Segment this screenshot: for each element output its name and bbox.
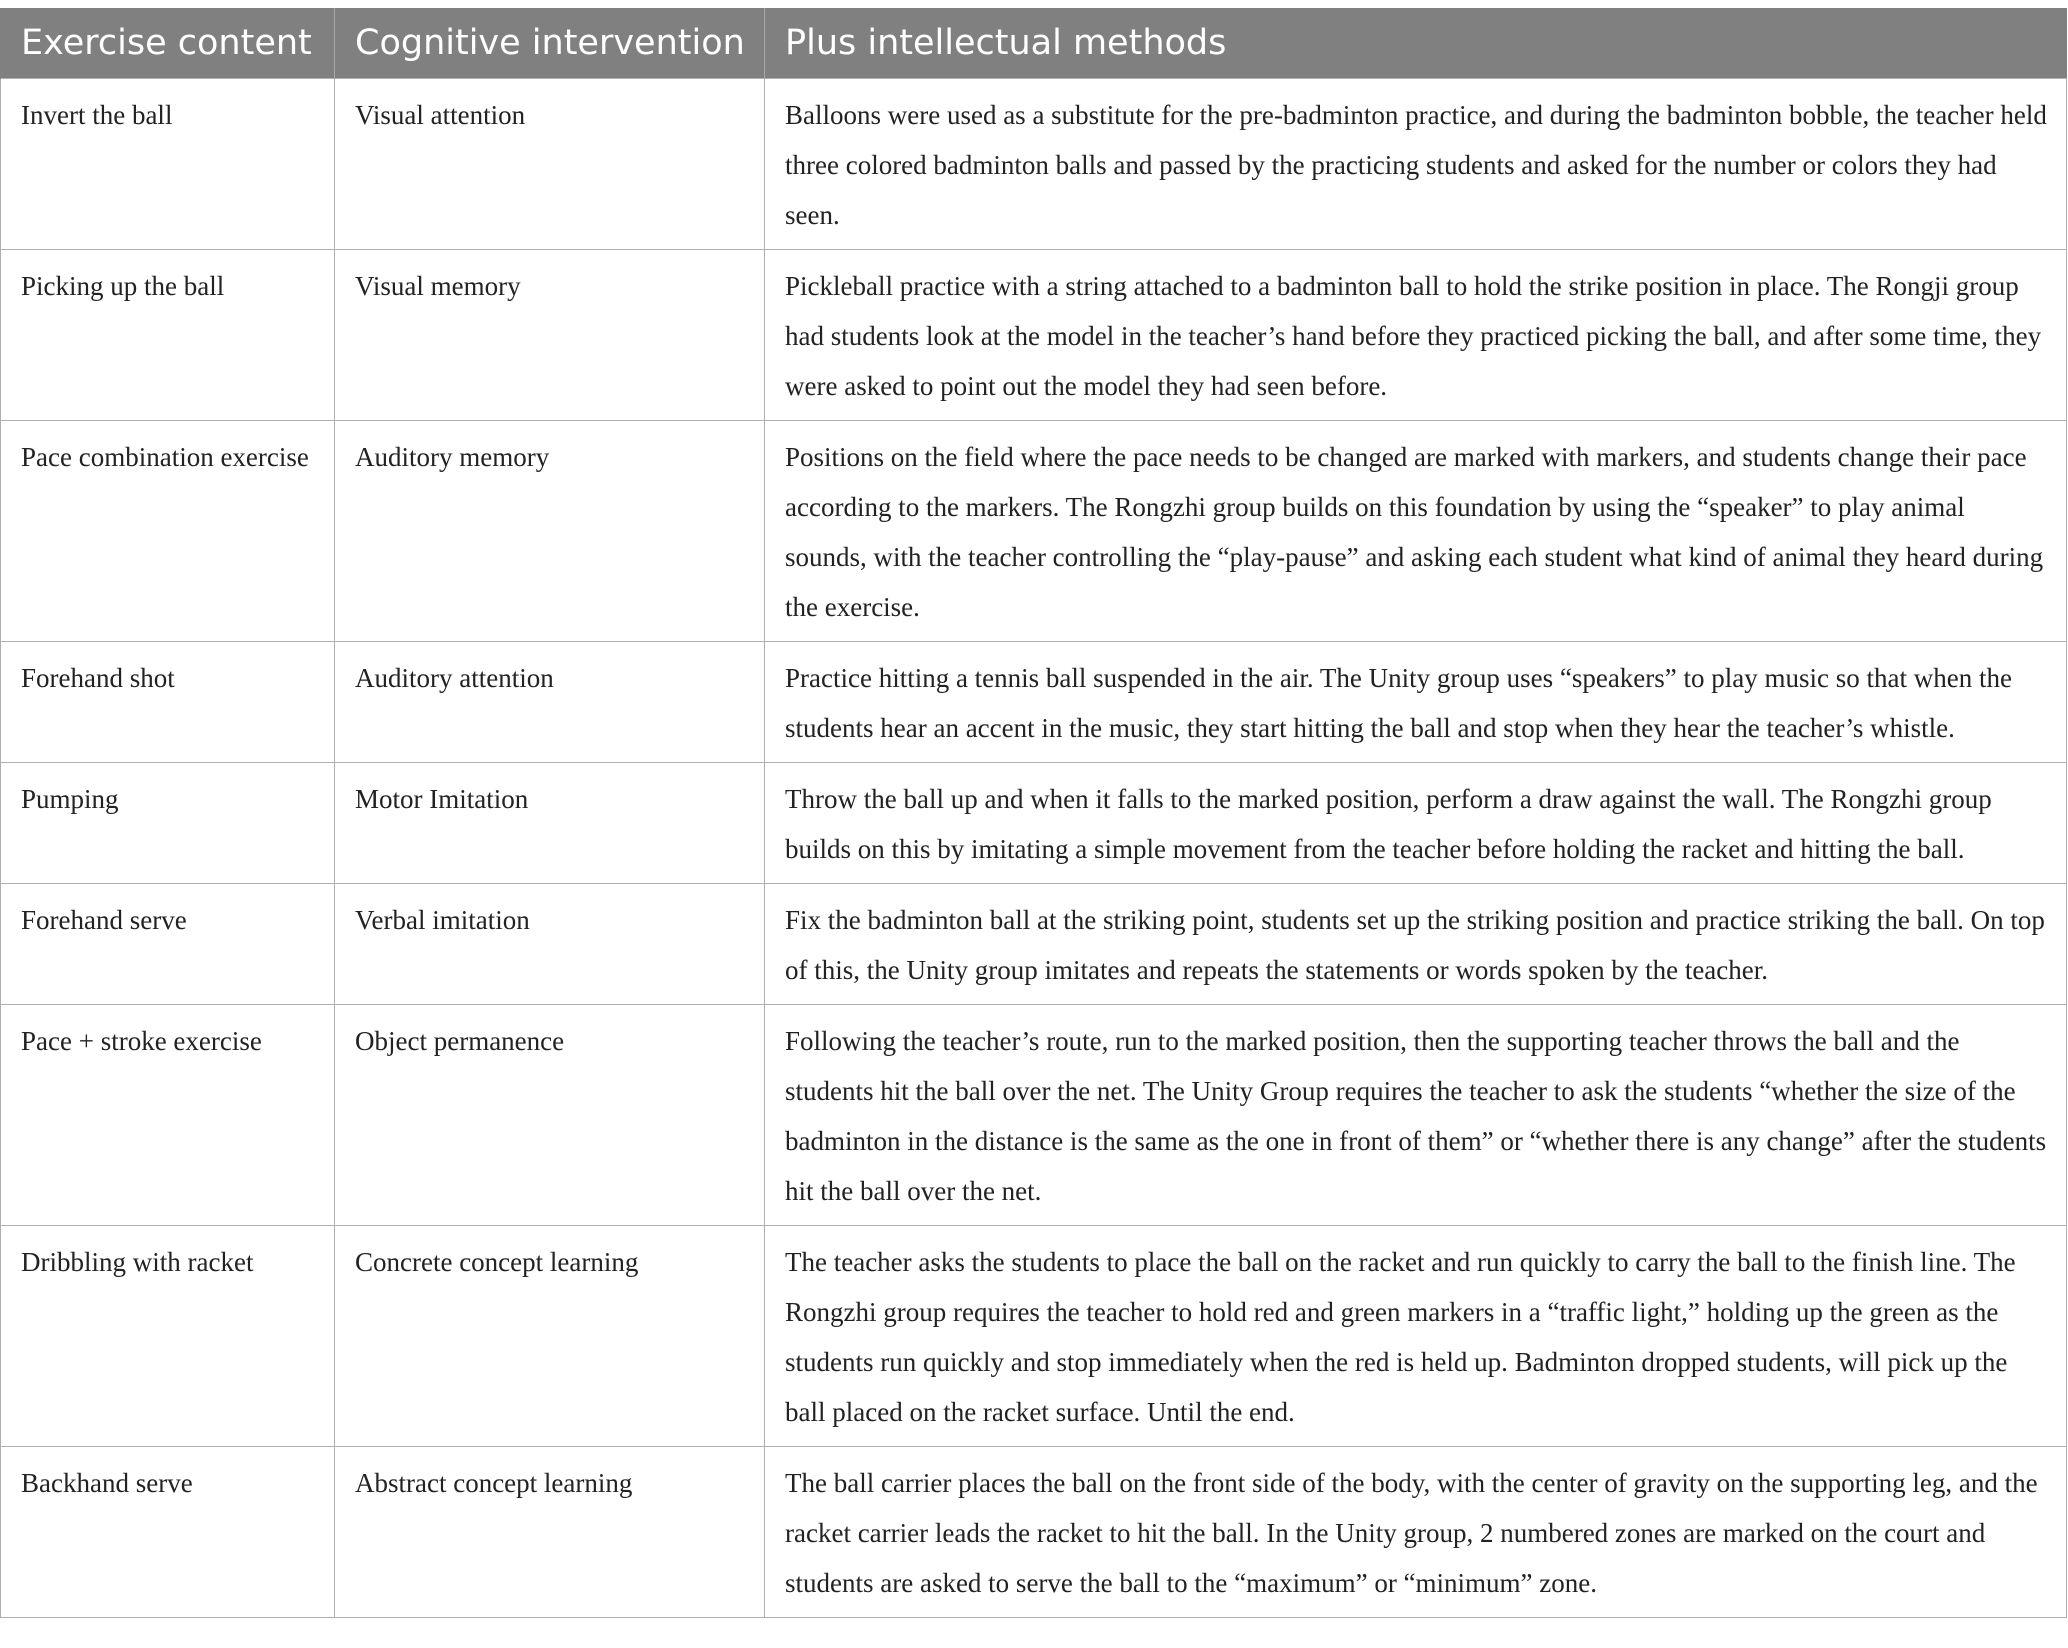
header-cognitive-intervention: Cognitive intervention: [335, 8, 765, 78]
cell-exercise: Dribbling with racket: [1, 1225, 335, 1446]
header-exercise-content: Exercise content: [1, 8, 335, 78]
cell-method: Following the teacher’s route, run to the marked position, then the supporting teacher throws the ball and the students hit the ball over the net. The Unity Group requires the teacher to ask the students “whether the size of the badminton in the distance is the same as the one in front of them” or “whether there is any change” after the students hit the ball over the net.: [765, 1004, 2067, 1225]
table-row: [1, 641, 2067, 762]
table-row: [1, 249, 2067, 420]
cell-intervention: Motor Imitation: [335, 762, 765, 883]
cell-method: The ball carrier places the ball on the front side of the body, with the center of gravity on the supporting leg, and the racket carrier leads the racket to hit the ball. In the Unity group, 2 numbered zones are marked on the court and students are asked to serve the ball to the “maximum” or “minimum” zone.: [765, 1446, 2067, 1617]
cell-method: Positions on the field where the pace needs to be changed are marked with markers, and students change their pace according to the markers. The Rongzhi group builds on this foundation by using the “speaker” to play animal sounds, with the teacher controlling the “play-pause” and asking each student what kind of animal they heard during the exercise.: [765, 420, 2067, 641]
cell-exercise: Backhand serve: [1, 1446, 335, 1617]
cell-method: Throw the ball up and when it falls to the marked position, perform a draw against the wall. The Rongzhi group builds on this by imitating a simple movement from the teacher before holding the racket and hitting the ball.: [765, 762, 2067, 883]
cell-method: The teacher asks the students to place the ball on the racket and run quickly to carry the ball to the finish line. The Rongzhi group requires the teacher to hold red and green markers in a “traffic light,” holding up the green as the students run quickly and stop immediately when the red is held up. Badminton dropped students, will pick up the ball placed on the racket surface. Until the end.: [765, 1225, 2067, 1446]
table-row: [1, 78, 2067, 249]
cell-intervention: Visual attention: [335, 78, 765, 249]
cell-exercise: Pumping: [1, 762, 335, 883]
cell-intervention: Verbal imitation: [335, 883, 765, 1004]
table-row: [1, 1004, 2067, 1225]
table-row: [1, 762, 2067, 883]
cell-exercise: Picking up the ball: [1, 249, 335, 420]
cell-intervention: Auditory attention: [335, 641, 765, 762]
cell-method: Fix the badminton ball at the striking point, students set up the striking position and practice striking the ball. On top of this, the Unity group imitates and repeats the statements or words spoken by the teacher.: [765, 883, 2067, 1004]
cell-intervention: Visual memory: [335, 249, 765, 420]
table-row: [1, 1446, 2067, 1617]
cell-intervention: Object permanence: [335, 1004, 765, 1225]
cell-intervention: Abstract concept learning: [335, 1446, 765, 1617]
cell-intervention: Auditory memory: [335, 420, 765, 641]
table-header-row: [1, 8, 2067, 78]
cell-exercise: Invert the ball: [1, 78, 335, 249]
cell-exercise: Forehand serve: [1, 883, 335, 1004]
table-row: [1, 883, 2067, 1004]
cell-exercise: Forehand shot: [1, 641, 335, 762]
table-row: [1, 420, 2067, 641]
cell-exercise: Pace combination exercise: [1, 420, 335, 641]
exercise-table: [0, 8, 2067, 1618]
cell-intervention: Concrete concept learning: [335, 1225, 765, 1446]
cell-method: Practice hitting a tennis ball suspended in the air. The Unity group uses “speakers” to play music so that when the students hear an accent in the music, they start hitting the ball and stop when they hear the teacher’s whistle.: [765, 641, 2067, 762]
exercise-table-container: [0, 8, 2066, 1618]
table-row: [1, 1225, 2067, 1446]
cell-method: Balloons were used as a substitute for the pre-badminton practice, and during the badminton bobble, the teacher held three colored badminton balls and passed by the practicing students and asked for the number or colors they had seen.: [765, 78, 2067, 249]
cell-exercise: Pace + stroke exercise: [1, 1004, 335, 1225]
cell-method: Pickleball practice with a string attached to a badminton ball to hold the strike position in place. The Rongji group had students look at the model in the teacher’s hand before they practiced picking the ball, and after some time, they were asked to point out the model they had seen before.: [765, 249, 2067, 420]
header-intellectual-methods: Plus intellectual methods: [765, 8, 2067, 78]
